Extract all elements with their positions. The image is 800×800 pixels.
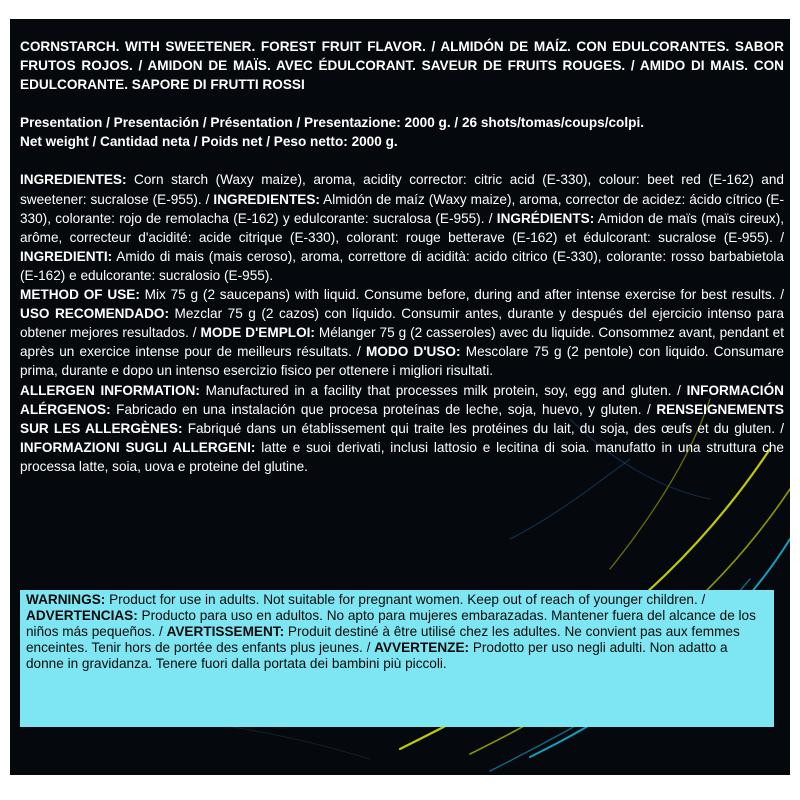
ingredients-label-fr: INGRÉDIENTS:	[496, 210, 595, 226]
warnings-label-fr: AVERTISSEMENT:	[166, 624, 285, 639]
warnings-text-en: Product for use in adults. Not suitable for pregnant women. Keep out of reach of younger children. /	[105, 592, 706, 607]
ingredients-text-fr: Amidon de maïs (maïs cireux), arôme, correcteur d'acidité: acide citrique (E-330), colorant: rouge betterave (E-162) et édulcorant: sucralose (E-955). /	[20, 210, 784, 245]
allergen-text-es: Fabricado en una instalación que procesa proteínas de leche, soja, huevo, y gluten. /	[110, 401, 657, 417]
warnings-box	[20, 590, 774, 727]
ingredients-text-it: Amido di mais (mais ceroso), aroma, correttore di acidità: acido citrico (E-330), colorante: rosso barbabietola (E-162) e edulcorante: sucralosio (E-955).	[20, 248, 784, 283]
warnings-text-it: Prodotto per uso negli adulti. Non adatto a donne in gravidanza. Tenere fuori dalla portata dei bambini più piccoli.	[26, 640, 728, 671]
warnings-label-it: AVVERTENZE:	[374, 640, 470, 655]
allergen-text-en: Manufactured in a facility that processes milk protein, soy, egg and gluten. /	[199, 382, 687, 398]
net-weight-line: Net weight / Cantidad neta / Poids net / Peso netto: 2000 g.	[20, 134, 398, 150]
method-label-es: USO RECOMENDADO:	[20, 306, 170, 322]
ingredients-label-it: INGREDIENTI:	[20, 248, 113, 264]
label-text-content	[20, 37, 784, 476]
allergen-text-it: latte e suoi derivati, inclusi lattosio e lecitina di soia. manufatto in una struttura che processa latte, soia, uova e proteine del glutine.	[20, 439, 784, 474]
method-text-fr: Mélanger 75 g (2 casseroles) avec du liquide. Consommez avant, pendant et après un exercice intense pour de meilleurs résultats. /	[20, 325, 784, 360]
method-label-it: MODO D'USO:	[366, 344, 461, 360]
method-label-en: METHOD OF USE:	[20, 287, 140, 303]
warnings-text-fr: Produit destiné à être utilisé chez les adultes. Ne convient pas aux femmes enceintes. Tenir hors de portée des enfants plus jeunes. /	[26, 624, 740, 655]
presentation-line: Presentation / Presentación / Présentation / Presentazione: 2000 g. / 26 shots/tomas/coups/colpi.	[20, 115, 644, 131]
allergen-label-it: INFORMAZIONI SUGLI ALLERGENI:	[20, 439, 256, 455]
allergen-label-fr: RENSEIGNEMENTS SUR LES ALLERGÈNES:	[20, 401, 784, 436]
warnings-label-es: ADVERTENCIAS:	[26, 608, 138, 623]
warnings-text-es: Producto para uso en adultos. No apto para mujeres embarazadas. Mantener fuera del alcance de los niños más pequeños. /	[26, 608, 756, 639]
method-text-es: Mezclar 75 g (2 cazos) con líquido. Consumir antes, durante y después del ejercicio intenso para obtener mejores resultados. /	[20, 306, 784, 341]
method-of-use-section	[20, 285, 784, 380]
method-text-it: Mescolare 75 g (2 pentole) con liquido. Consumare prima, durante e dopo un intenso esercizio fisico per ottenere i migliori risultati.	[20, 344, 784, 379]
label-panel	[10, 19, 790, 775]
allergen-label-en: ALLERGEN INFORMATION:	[20, 382, 200, 398]
method-text-en: Mix 75 g (2 saucepans) with liquid. Consume before, during and after intense exercise for best results. /	[139, 287, 784, 303]
allergen-text-fr: Fabriqué dans un établissement qui traite les protéines du lait, du soja, des œufs et du gluten. /	[182, 420, 784, 436]
ingredients-label-en: INGREDIENTES:	[20, 172, 127, 188]
ingredients-section	[20, 170, 784, 285]
ingredients-text-es: Almidón de maíz (Waxy maize), aroma, corrector de acidez: ácido cítrico (E-330), colorante: rojo de remolacha (E-162) y edulcorante: sucralosa (E-955). /	[20, 191, 784, 226]
presentation-block	[20, 113, 784, 151]
allergen-section	[20, 381, 784, 476]
warnings-label-en: WARNINGS:	[26, 592, 106, 607]
product-title: CORNSTARCH. WITH SWEETENER. FOREST FRUIT FLAVOR. / ALMIDÓN DE MAÍZ. CON EDULCORANTES. SABOR FRUTOS ROJOS. / AMIDON DE MAÏS. AVEC ÉDULCORANT. SAVEUR DE FRUITS ROUGES. / AMIDO DI MAIS. CON EDULCORANTE. SAPORE DI FRUTTI ROSSI	[20, 39, 784, 93]
ingredients-label-es: INGREDIENTES:	[213, 191, 320, 207]
allergen-label-es: INFORMACIÓN ALÉRGENOS:	[20, 382, 784, 417]
ingredients-text-en: Corn starch (Waxy maize), aroma, acidity corrector: citric acid (E-330), colour: beet red (E-162) and sweetener: sucralose (E-955). /	[20, 172, 784, 207]
method-label-fr: MODE D'EMPLOI:	[200, 325, 315, 341]
